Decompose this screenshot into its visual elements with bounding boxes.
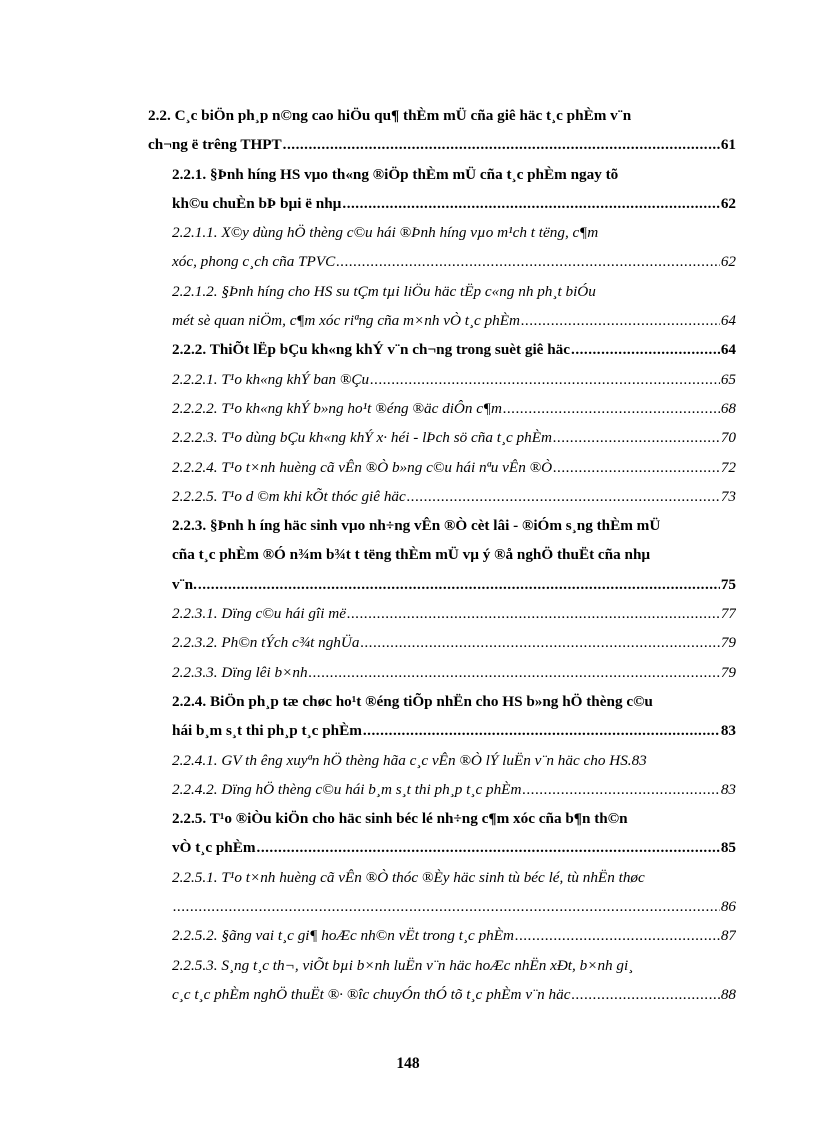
toc-entry-title: 2.2.3.3. Dïng lêi b×nh bbox=[172, 663, 308, 681]
toc-page-number: 70 bbox=[720, 429, 736, 447]
toc-entry bbox=[148, 892, 736, 921]
toc-page-number: 62 bbox=[720, 194, 736, 212]
toc-entry-title: 2.2.2.1. T¹o kh«ng khÝ ban ®Çu bbox=[172, 370, 370, 388]
toc-text-line: 2.2.5.1. T¹o t×nh huèng cã vÊn ®Ò thóc ®Èy häc sinh tù béc lé, tù nhËn thøc bbox=[172, 868, 645, 886]
toc-entry bbox=[148, 247, 736, 276]
toc-leader-dots bbox=[342, 189, 719, 218]
toc-leader-dots bbox=[515, 921, 720, 950]
toc-text-line: 2.2.5. T¹o ®iÒu kiÖn cho häc sinh béc lé nh÷ng c¶m xóc cña b¶n th©n bbox=[172, 810, 628, 828]
toc-entry-title: 2.2.2. ThiÕt lËp bÇu kh«ng khÝ v¨n ch¬ng trong suèt giê häc bbox=[172, 341, 571, 359]
toc-page-number: 88 bbox=[720, 985, 736, 1003]
toc-page-number: 87 bbox=[720, 927, 736, 945]
toc-entry bbox=[148, 453, 736, 482]
toc-entry-title: vÒ t¸c phÈm bbox=[172, 839, 256, 857]
toc-leader-dots bbox=[173, 892, 720, 921]
toc-entry bbox=[148, 394, 736, 423]
toc-leader-dots bbox=[503, 394, 720, 423]
toc-leader-dots bbox=[309, 658, 720, 687]
toc-leader-dots bbox=[347, 599, 720, 628]
toc-entry-title: xóc, phong c¸ch cña TPVC bbox=[172, 253, 336, 271]
toc-entry bbox=[148, 482, 736, 511]
toc-entry-title: 2.2.2.2. T¹o kh«ng khÝ b»ng ho¹t ®éng ®äc diÔn c¶m bbox=[172, 399, 502, 417]
toc-entry bbox=[148, 980, 736, 1009]
toc-leader-dots bbox=[407, 482, 720, 511]
toc-leader-dots bbox=[522, 775, 719, 804]
toc-page-number: 85 bbox=[720, 839, 736, 857]
toc-page-number: 86 bbox=[720, 898, 736, 916]
toc-leader-dots bbox=[283, 130, 720, 159]
toc-text-line: 2.2.4.1. GV th êng xuyªn hÖ thèng hãa c¸c vÊn ®Ò lÝ luËn v¨n häc cho HS.83 bbox=[172, 751, 647, 769]
toc-page-number: 64 bbox=[720, 312, 736, 330]
toc-leader-dots bbox=[571, 335, 720, 364]
toc-page-number: 83 bbox=[720, 722, 736, 740]
toc-entry-title: mét sè quan niÖm, c¶m xóc riªng cña m×nh vÒ t¸c phÈm bbox=[172, 312, 520, 330]
toc-entry bbox=[148, 658, 736, 687]
toc-leader-dots bbox=[257, 833, 720, 862]
toc-entry-title: 2.2.2.5. T¹o d ©m khi kÕt thóc giê häc bbox=[172, 487, 406, 505]
toc-entry bbox=[148, 833, 736, 862]
toc-entry-title: kh©u chuÈn bÞ bµi ë nhµ bbox=[172, 194, 342, 212]
toc-page-number: 65 bbox=[720, 370, 736, 388]
toc-entry-title: 2.2.2.4. T¹o t×nh huèng cã vÊn ®Ò b»ng c©u hái nªu vÊn ®Ò bbox=[172, 458, 553, 476]
toc-page-number: 75 bbox=[720, 575, 736, 593]
toc-page-number: 72 bbox=[720, 458, 736, 476]
toc-entry bbox=[148, 335, 736, 364]
toc-entry-title: 2.2.2.3. T¹o dùng bÇu kh«ng khÝ x· héi - lÞch sö cña t¸c phÈm bbox=[172, 429, 552, 447]
toc-entry-title: v¨n. bbox=[172, 575, 197, 593]
toc-page-number: 62 bbox=[720, 253, 736, 271]
toc-entry-title: 2.2.4.2. Dïng hÖ thèng c©u hái b¸m s¸t thi ph¸p t¸c phÈm bbox=[172, 780, 522, 798]
toc-text-line: 2.2.1.1. X©y dùng hÖ thèng c©u hái ®Þnh híng vµo m¹ch t tëng, c¶m bbox=[172, 224, 599, 242]
toc-leader-dots bbox=[370, 365, 720, 394]
toc-entry bbox=[148, 130, 736, 159]
toc-entry-title: 2.2.3.2. Ph©n tÝch c¾t nghÜa bbox=[172, 634, 360, 652]
toc-leader-dots bbox=[571, 980, 719, 1009]
toc-page-number: 83 bbox=[720, 780, 736, 798]
toc-page-number: 77 bbox=[720, 605, 736, 623]
page-number: 148 bbox=[396, 1055, 420, 1072]
toc-entry bbox=[148, 423, 736, 452]
toc-page-number: 68 bbox=[720, 399, 736, 417]
toc-leader-dots bbox=[360, 628, 719, 657]
toc-leader-dots bbox=[521, 306, 720, 335]
toc-page-number: 64 bbox=[720, 341, 736, 359]
toc-entry bbox=[148, 306, 736, 335]
toc-leader-dots bbox=[553, 423, 720, 452]
toc-leader-dots bbox=[336, 247, 720, 276]
table-of-contents bbox=[148, 101, 736, 1009]
toc-entry-title: hái b¸m s¸t thi ph¸p t¸c phÈm bbox=[172, 722, 362, 740]
toc-text-line: 2.2.5.3. S¸ng t¸c th¬, viÕt bµi b×nh luËn v¨n häc hoÆc nhËn xÐt, b×nh gi¸ bbox=[172, 956, 634, 974]
toc-text-line: 2.2.4. BiÖn ph¸p tæ chøc ho¹t ®éng tiÕp nhËn cho HS b»ng hÖ thèng c©u bbox=[172, 692, 653, 710]
toc-text-line: 2.2.1. §Þnh híng HS vµo th«ng ®iÖp thÈm mÜ cña t¸c phÈm ngay tõ bbox=[172, 165, 619, 183]
toc-leader-dots bbox=[198, 570, 720, 599]
toc-page-number: 79 bbox=[720, 634, 736, 652]
toc-text-line: 2.2. C¸c biÖn ph¸p n©ng cao hiÖu qu¶ thÈm mÜ cña giê häc t¸c phÈm v¨n bbox=[148, 107, 632, 124]
toc-text-line: 2.2.1.2. §Þnh híng cho HS su tÇm tµi liÖu häc tËp c«ng nh ph¸t biÓu bbox=[172, 282, 596, 300]
toc-entry-title: c¸c t¸c phÈm nghÖ thuËt ®· ®îc chuyÓn thÓ tõ t¸c phÈm v¨n häc bbox=[172, 985, 571, 1003]
toc-entry bbox=[148, 365, 736, 394]
toc-leader-dots bbox=[553, 453, 720, 482]
toc-entry bbox=[148, 628, 736, 657]
toc-page-number: 79 bbox=[720, 663, 736, 681]
toc-leader-dots bbox=[363, 716, 720, 745]
toc-page-number: 61 bbox=[720, 136, 736, 154]
toc-page-number: 73 bbox=[720, 487, 736, 505]
toc-entry bbox=[148, 599, 736, 628]
toc-entry bbox=[148, 775, 736, 804]
toc-entry bbox=[148, 921, 736, 950]
toc-entry-title: 2.2.3.1. Dïng c©u hái gîi më bbox=[172, 605, 346, 623]
toc-text-line: 2.2.3. §Þnh h íng häc sinh vµo nh÷ng vÊn ®Ò cèt lâi - ®iÓm s¸ng thÈm mÜ bbox=[172, 517, 661, 535]
toc-entry bbox=[148, 716, 736, 745]
toc-text-line: cña t¸c phÈm ®Ó n¾m b¾t t tëng thÈm mÜ vµ ý ®å nghÖ thuËt cña nhµ bbox=[172, 546, 651, 564]
toc-entry bbox=[148, 189, 736, 218]
toc-entry-title: ch¬ng ë trêng THPT bbox=[148, 136, 282, 154]
toc-entry-title: 2.2.5.2. §ãng vai t¸c gi¶ hoÆc nh©n vËt trong t¸c phÈm bbox=[172, 927, 515, 945]
toc-entry bbox=[148, 570, 736, 599]
